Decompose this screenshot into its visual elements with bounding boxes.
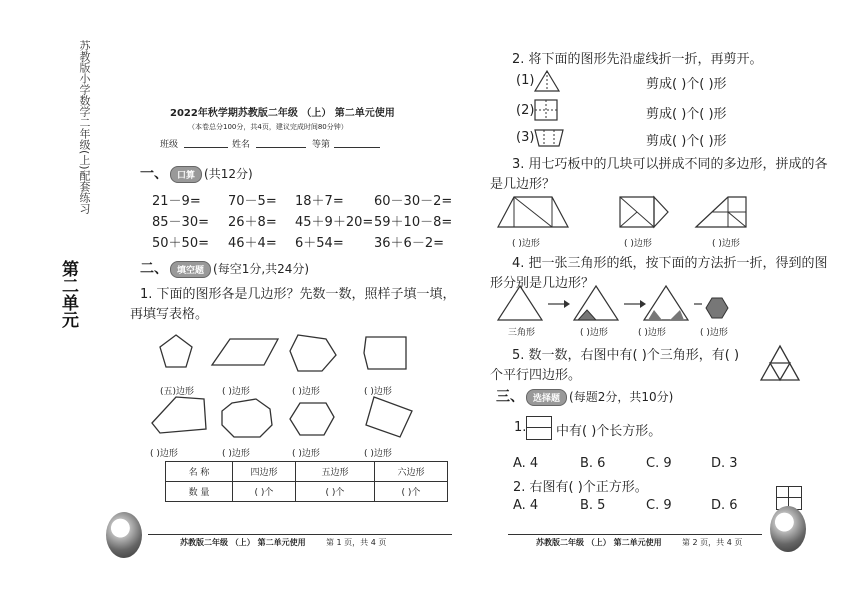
- q2-item1-num: (1): [516, 73, 535, 88]
- section3-header: [496, 386, 673, 406]
- q3-label-3[interactable]: ( )边形: [712, 239, 740, 249]
- section2-header: [140, 258, 309, 278]
- footer-left-page: 第 1 页，共 4 页: [326, 538, 387, 547]
- q4-line2: 形分别是几边形？: [490, 276, 595, 291]
- side-strip: [58, 40, 91, 360]
- parallelogram-shape: [212, 339, 278, 365]
- table-header-penta: 五边形: [296, 462, 375, 482]
- section1-badge: 口算: [170, 166, 202, 183]
- quad-shape: [366, 397, 412, 437]
- shape-label-1: (五)边形: [160, 387, 195, 397]
- arith-1-3: 18＋7=: [295, 194, 344, 209]
- arith-1-2: 70－5=: [228, 194, 277, 209]
- table-cell-hexa[interactable]: ( )个: [375, 482, 448, 502]
- q4-label-2[interactable]: ( )边形: [580, 328, 608, 338]
- mascot-right: [770, 506, 806, 552]
- table-row-label: 数 量: [166, 482, 233, 502]
- arith-3-4: 36＋6－2=: [374, 236, 444, 251]
- table-header-quad: 四边形: [233, 462, 296, 482]
- c2-option-b[interactable]: B. 5: [580, 498, 606, 513]
- arith-2-3: 45＋9＋20=: [295, 215, 374, 230]
- rectangle-figure: [526, 416, 552, 440]
- footer-right-title: 苏教版二年级 （上） 第二单元使用: [536, 538, 662, 547]
- section3-badge: 选择题: [526, 389, 567, 406]
- arith-1-4: 60－30－2=: [374, 194, 453, 209]
- pentagon-shape-3: [152, 397, 206, 433]
- c1-option-a[interactable]: A. 4: [513, 456, 539, 471]
- q3-line2: 是几边形？: [490, 177, 556, 192]
- paper-note: （本卷总分100分，共4页，建议完成时间80分钟）: [188, 123, 348, 131]
- q5-line1[interactable]: 5. 数一数，右图中有( )个三角形，有( ): [512, 348, 740, 363]
- section2-points: (每空1分,共24分): [213, 262, 310, 276]
- section2-badge: 填空题: [170, 261, 211, 278]
- arith-3-2: 46＋4=: [228, 236, 277, 251]
- table-cell-penta[interactable]: ( )个: [296, 482, 375, 502]
- c1-text[interactable]: 中有( )个长方形。: [556, 424, 662, 439]
- shape-label-6[interactable]: ( )边形: [222, 449, 250, 459]
- c1-option-d[interactable]: D. 3: [711, 456, 738, 471]
- q4-label-4[interactable]: ( )边形: [700, 328, 728, 338]
- name-blank[interactable]: [256, 147, 306, 148]
- table-header-name: 名 称: [166, 462, 233, 482]
- pentagon-shape-2: [364, 337, 406, 369]
- square-fold-icon: [534, 99, 560, 121]
- footer-left-title: 苏教版二年级 （上） 第二单元使用: [180, 538, 306, 547]
- q3-label-2[interactable]: ( )边形: [624, 239, 652, 249]
- footer-right-rule: [508, 534, 762, 535]
- arith-3-1: 50＋50=: [152, 236, 209, 251]
- shape-label-7[interactable]: ( )边形: [292, 449, 320, 459]
- trapezoid-fold-icon: [534, 128, 564, 148]
- c2-text[interactable]: 2. 右图有( )个正方形。: [513, 480, 648, 495]
- c2-option-a[interactable]: A. 4: [513, 498, 539, 513]
- pentagon-shape: [160, 335, 192, 367]
- octagon-shape: [222, 399, 272, 437]
- name-label: 姓名: [232, 140, 251, 150]
- section1-points: (共12分): [204, 167, 253, 181]
- q2-title: 2. 将下面的图形先沿虚线折一折，再剪开。: [512, 52, 763, 67]
- q5-line2: 个平行四边形。: [490, 368, 582, 383]
- c1-option-c[interactable]: C. 9: [646, 456, 672, 471]
- table-header-hexa: 六边形: [375, 462, 448, 482]
- q1-line1: 1. 下面的图形各是几边形？先数一数，照样子填一填，: [140, 287, 456, 302]
- table-row: [166, 462, 448, 482]
- triangle-fold-icon: [534, 70, 560, 92]
- arith-2-4: 59＋10－8=: [374, 215, 453, 230]
- class-label: 班级: [160, 140, 179, 150]
- section2-num: 二、: [140, 261, 168, 277]
- shape-label-5[interactable]: ( )边形: [150, 449, 178, 459]
- c1-prefix: 1.: [514, 420, 527, 435]
- q2-item3-num: (3): [516, 130, 535, 145]
- shape-label-2[interactable]: ( )边形: [222, 387, 250, 397]
- q4-label-1: 三角形: [508, 328, 536, 338]
- section1-num: 一、: [140, 166, 168, 182]
- shape-label-3[interactable]: ( )边形: [292, 387, 320, 397]
- table-row: [166, 482, 448, 502]
- arith-3-3: 6＋54=: [295, 236, 344, 251]
- section3-points: (每题2分，共10分): [569, 390, 674, 404]
- class-blank[interactable]: [184, 147, 228, 148]
- footer-left-rule: [148, 534, 452, 535]
- q2-item1-text[interactable]: 剪成( )个( )形: [646, 77, 727, 92]
- side-vertical-title: 苏教版小学数学二年级(上)配套练习: [78, 40, 91, 214]
- hexagon-shape-2: [290, 403, 334, 435]
- arith-2-2: 26＋8=: [228, 215, 277, 230]
- shape-label-8[interactable]: ( )边形: [364, 449, 392, 459]
- c2-option-c[interactable]: C. 9: [646, 498, 672, 513]
- q3-line1: 3. 用七巧板中的几块可以拼成不同的多边形，拼成的各: [512, 157, 828, 172]
- c2-option-d[interactable]: D. 6: [711, 498, 738, 513]
- grade-blank[interactable]: [334, 147, 380, 148]
- hexagon-shape-1: [290, 335, 336, 371]
- q4-label-3[interactable]: ( )边形: [638, 328, 666, 338]
- triangle-count-figure: [760, 345, 800, 381]
- q2-item3-text[interactable]: 剪成( )个( )形: [646, 134, 727, 149]
- q4-line1: 4. 把一张三角形的纸，按下面的方法折一折，得到的图: [512, 256, 828, 271]
- footer-right-page: 第 2 页，共 4 页: [682, 538, 743, 547]
- side-unit-label: 第二单元: [58, 260, 78, 328]
- mascot-left: [106, 512, 142, 558]
- section3-num: 三、: [496, 389, 524, 405]
- arith-1-1: 21－9=: [152, 194, 201, 209]
- q1-line2: 再填写表格。: [130, 307, 209, 322]
- section1-header: [140, 163, 253, 183]
- arith-2-1: 85－30=: [152, 215, 209, 230]
- c1-option-b[interactable]: B. 6: [580, 456, 606, 471]
- q2-item2-num: (2): [516, 103, 535, 118]
- shape-label-4[interactable]: ( )边形: [364, 387, 392, 397]
- q3-label-1[interactable]: ( )边形: [512, 239, 540, 249]
- count-table: [165, 461, 448, 502]
- q2-item2-text[interactable]: 剪成( )个( )形: [646, 107, 727, 122]
- fold-sequence: [496, 284, 736, 324]
- paper-title: 2022年秋学期苏教版二年级 （上） 第二单元使用: [170, 108, 395, 119]
- table-cell-quad[interactable]: ( )个: [233, 482, 296, 502]
- grade-label: 等第: [312, 140, 331, 150]
